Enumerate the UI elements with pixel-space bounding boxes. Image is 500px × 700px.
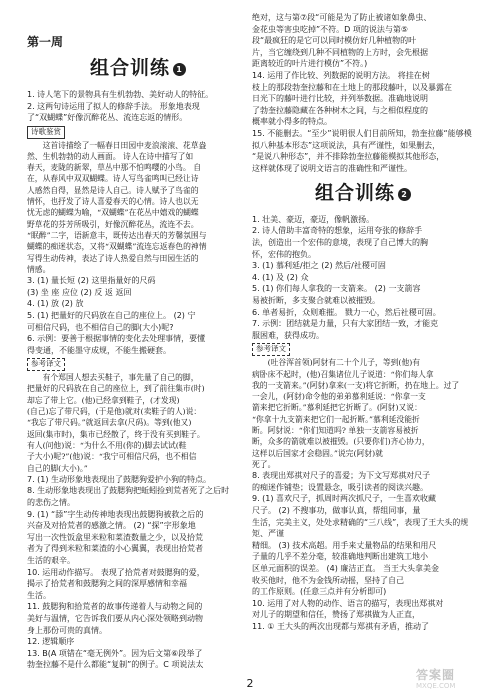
answer-line: 生活的艰辛。 xyxy=(27,556,75,566)
section-tag: 诗歌鉴赏 xyxy=(27,126,65,139)
answer-line: 美好与温情，它告诉我们要从内心深处领略到动物 xyxy=(27,613,203,623)
answer-line: 了“双蝴蝶”好像沉醉花丛、流连忘返的情形。 xyxy=(27,113,188,123)
poem-analysis-line: 然、生机勃勃的动人画面。 诗人在诗中描写了如 xyxy=(27,151,194,161)
answer-line: 2. 诗人借助丰富奇特的想象，运用夸张的修辞手 xyxy=(252,226,423,236)
answer-line: 生活，完美主义，处处求精确的“三八线”，表现了王大头的规矩、严谨 xyxy=(252,517,469,539)
answer-line: 7. (1) 生动形象地表现出了鼓腮狗爱护小狗的特点。 xyxy=(27,474,212,484)
answer-line: 尺子。 (2) 不搜事功，做事认真，帮组同事，量 xyxy=(252,506,421,516)
answer-line: 日光下的藤叶进行比较，并列举数据。准确地说明 xyxy=(252,94,428,104)
translation-line: 病卧床不起时，(他)召集诸位儿子说道：“你们每人拿 xyxy=(252,369,434,379)
answer-line: 10. 运用了对人物的动作、语言的描写，表现出郑祺对 xyxy=(252,598,444,608)
answer-line: 9. (1) “舔”字生动传神地表现出鼓腮狗被救之后的 xyxy=(27,509,204,519)
watermark-logo xyxy=(416,668,494,696)
left-column xyxy=(27,12,249,671)
answer-line: 枝上的那段勃奎拉藤和在土地上的那段藤叶，以及暴露在 xyxy=(252,82,452,92)
poem-analysis-line: 蝴蝶的痴迷状态，又将“双蝴蝶”流连忘返春色的神情 xyxy=(27,242,207,252)
answer-line: 4. (1) 及 (2) 众 xyxy=(252,272,309,282)
translation-line: 子大小)呢?”(他)说：“我宁可相信尺码，也不相信 xyxy=(27,452,197,462)
section-title-1 xyxy=(27,55,249,83)
page-number: 2 xyxy=(246,677,254,690)
answer-line: 的悲伤之情。 xyxy=(27,498,75,508)
answer-line: 9. (1) 喜欢尺子，抓周时两次抓尺子，一生喜欢收藏 xyxy=(252,494,437,504)
section-number-badge: 1 xyxy=(173,63,186,76)
answer-line: 服困难，获得成功。 xyxy=(252,330,324,340)
translation-line: 断，众多的箭就难以被摧毁。(只要你们)齐心协力， xyxy=(252,437,430,447)
answer-line: 子量的几乎不差分毫，较准确地判断出建筑工地小 xyxy=(252,552,428,562)
section-title-text: 组合训练 xyxy=(314,182,395,205)
watermark-brand: 答案圈 xyxy=(416,668,456,682)
answer-line: 14. 运用了作比较、列数据的说明方法。 将挂在树 xyxy=(252,70,430,80)
translation-line: 却忘了带上它。(他)已经拿到鞋子，(才发现) xyxy=(27,395,180,405)
answer-line: 8. 生动形象地表现出了鼓腮狗把蚯蚓捡到荒者死了之后时 xyxy=(27,486,230,496)
poem-analysis-line: 人感然自得，显然是诗人自己。诗人赋予了鸟雀的 xyxy=(27,185,199,195)
answer-line: 6. 单者易折，众则难摧。 戮力一心，然后社稷可固。 xyxy=(252,307,441,317)
answer-line: 15. 不能删去。“至少”说明很人们目前所知，勃奎拉藤“能够模 xyxy=(252,128,472,138)
answer-line: 1. 壮美、豪迈，豪迈，像帆激扬。 xyxy=(252,214,375,224)
answer-line: 了勃奎拉藤隐藏在各种树木之间，与之相似程度的 xyxy=(252,105,428,115)
week-title: 第一周 xyxy=(27,35,64,49)
translation-line: 我的一支箭来。”(阿豺)拿来(一支)将它折断，扔在地上。过了 xyxy=(252,380,460,390)
answer-line: 2. 这两句诗运用了拟人的修辞手法。 形象地表现 xyxy=(27,101,200,111)
translation-line: 死了。 xyxy=(252,459,276,469)
right-column-body-bottom xyxy=(252,214,474,633)
answer-line: 13. B(A 项错在“毫无例外”。因为后文第⑥段举了 xyxy=(27,648,203,658)
answer-line: 1. 诗人笔下的景物具有生机勃勃、美好动人的特征。 xyxy=(27,89,214,99)
answer-line: 法，创造出一个宏伟的意境，表现了自己博大的胸 xyxy=(252,238,428,248)
poem-analysis-line: 忧无虑的蝴蝶为喻，“双蝴蝶”在花丛中嬉戏的蝴蝶 xyxy=(27,208,199,218)
answer-line: 片，当它缠绕到几种不同植物的上方时，会先根据 xyxy=(252,47,428,57)
right-column-body-top xyxy=(252,12,474,174)
answer-line: 11. ① 王大头的两次出现都与郑祺有矛盾，推动了 xyxy=(252,621,429,631)
answer-line: 拟八种基本形态”这项说法，具有严谨性，如果删去， xyxy=(252,140,441,150)
poem-analysis-line: 写得生动传神，表达了诗人热爱自然与田园生活的 xyxy=(27,253,199,263)
section-number-badge: 2 xyxy=(398,188,411,201)
answer-line: 5. (1) 把量好的尺码放在自己的座位上。 (2) 宁 xyxy=(27,310,196,320)
translation-line: 箭来把它折断。”慕利延把它折断了。(阿豺)又说： xyxy=(252,403,422,413)
answer-line: 者为了得到米粒和菜渣的小心翼翼，表现出拾荒者 xyxy=(27,544,203,554)
answer-line: (3) 坐 座 应位 (2) 反 返 返回 xyxy=(27,287,132,297)
poem-analysis-line: 野草花的芬芳所吸引，好像沉醉花丛，流连不去。 xyxy=(27,219,199,229)
translation-line: (自己)忘了带尺码，(于是他)就对(卖鞋子的人)说： xyxy=(27,407,202,417)
answer-line: 这样就体现了说明文语言的准确性和严谨性。 xyxy=(252,163,412,173)
answer-line: 距离较近的叶片进行模仿”不符。) xyxy=(252,59,368,69)
section-title-2 xyxy=(252,180,474,208)
translation-line: 有人(问他)说：“为什么不用(你的)脚去试试(鞋 xyxy=(27,440,187,450)
poem-analysis-line: “眠醉”二字，语新意丰，既传达出春天的芳馨氛围与 xyxy=(27,230,207,240)
answer-line: 段“最疯狂的是它可以同时模仿好几种植物的叶 xyxy=(252,36,417,46)
translation-line: “我忘了带尺码。”就返回去拿(尺码)。等到(他又) xyxy=(27,418,192,428)
answer-line: 身上那份可贵的真情。 xyxy=(27,625,107,635)
answer-line: 写出一次性饭盒里米粒和菜渣数量之少，以及拾荒 xyxy=(27,532,203,542)
section-title-text: 组合训练 xyxy=(89,57,170,80)
answer-line: 区单元面积的误差。 (4) 廉洁正直。 当王大头拿美金 xyxy=(252,563,439,573)
answer-line: 揭示了拾荒者和鼓腮狗之间的深厚感情和幸福 xyxy=(27,579,187,589)
answer-line: 3. (1) 慕利延/拒之 (2) 然后/社稷可固 xyxy=(252,261,386,271)
right-column xyxy=(252,12,474,633)
answer-line: 5. (1) 你们每人拿我的一支箭来。 (2) 一支箭容 xyxy=(252,284,421,294)
poem-analysis-line: 情怀，也抒发了诗人喜爱春天的心情。诗人也以无 xyxy=(27,197,199,207)
translation-line: 有个郑国人想去买鞋子，事先量了自己的脚， xyxy=(42,373,199,383)
translation-line: 把量好的尺码放在自己的座位上，到了前往集市(时) xyxy=(27,384,205,394)
left-column-body xyxy=(27,89,249,671)
answer-line: 的痴迷作铺垫；设置悬念，吸引读者的阅读兴趣。 xyxy=(252,482,428,492)
answer-line: 勃奎拉藤不是什么都能“复制”的例子。C 项说法太 xyxy=(27,660,204,670)
answer-line: 精细。 (3) 技术高超。用手来丈量物品的结果和用尺 xyxy=(252,540,437,550)
poem-analysis-line: 这首诗描绘了一幅春日田园中麦浪滚滚、花草盎 xyxy=(42,140,207,150)
answer-line: 3. (1) 量长短 (2) 这里指量好的尺码 xyxy=(27,276,156,286)
answer-line: 金花虫等害虫吃掉”不符。D 项的说法与第⑤ xyxy=(252,24,409,34)
answer-line: 绝对，这与第⑦段“可能是为了防止被诸如象鼻虫、 xyxy=(252,13,432,22)
translation-line: 自己的脚(大小)。” xyxy=(27,463,88,473)
answer-line: 收买他时，他不为金钱所动摇，坚持了自己 xyxy=(252,575,404,585)
answer-line: 6. 示例：要善于根据事情的变化去处理事情，要懂 xyxy=(27,334,206,344)
answer-line: 概率就小得多的特点。 xyxy=(252,117,332,127)
answer-line: 的工作原则。(任意三点并有分析即可) xyxy=(252,587,387,597)
answer-line: 对儿子的期望和信任，赞扬了郑祺做为人正直， xyxy=(252,610,420,620)
answer-line: 11. 鼓腮狗和拾荒者的故事传递着人与动物之间的 xyxy=(27,602,203,612)
answer-line: 得变通，不能墨守成规，不能生搬硬套。 xyxy=(27,345,171,355)
watermark-site: MXQE.COM xyxy=(416,682,456,690)
translation-line: 断。阿豺说：“你们知道吗? 单独一支箭容易被折 xyxy=(252,426,419,436)
section-tag: 参考译文 xyxy=(252,343,290,356)
answer-line: 12. 逻辑顺序 xyxy=(27,637,75,647)
translation-line: 一会儿，(阿豺)命令他的弟弟慕利延说：“你拿一支 xyxy=(252,392,426,402)
section-tag: 参考译文 xyxy=(27,358,65,371)
translation-line: 这样以后国家才会稳固。”说完(阿豺)就 xyxy=(252,448,383,458)
answer-line: 易被折断，多支聚合就难以被摧毁。 xyxy=(252,296,380,306)
answer-line: 7. 示例：团结就是力量，只有大家团结一致，才能克 xyxy=(252,319,439,329)
answer-line: 兴奋及对拾荒者的感激之情。 (2) “探”字形象地 xyxy=(27,521,196,531)
answer-line: 4. (1) 放 (2) 放 xyxy=(27,299,84,309)
translation-line: “你拿十九支箭来把它们一起折断。”慕利延没能折 xyxy=(252,414,420,424)
answer-line: “是说八种形态”，并不排除勃奎拉藤能模拟其他形态， xyxy=(252,152,445,162)
poem-analysis-line: 春天，麦陇的新翠，草丛中那不怕鸣嘤的小鸟。 自 xyxy=(27,163,202,173)
answer-line: 10. 运用动作描写。 表现了拾荒者对鼓腮狗的爱， xyxy=(27,567,205,577)
answer-line: 怀，宏伟的抱负。 xyxy=(252,249,316,259)
answer-line: 8. 表现出郑祺对尺子的喜爱；为下文写郑祺对尺子 xyxy=(252,471,431,481)
answer-line: 生活。 xyxy=(27,590,51,600)
poem-analysis-line: 在，从春风中双双蝴蝶。诗人写鸟雀鸣叫已经让诗 xyxy=(27,174,199,184)
poem-analysis-line: 情感。 xyxy=(27,264,51,274)
translation-line: 返回(集市时)，集市已经散了，终于没有买到鞋子。 xyxy=(27,429,205,439)
answer-line: 可相信尺码，也不相信自己的脚(大小)呢? xyxy=(27,322,174,332)
translation-line: (吐谷浑首领)阿豺有二十个儿子，等到(他)有 xyxy=(267,358,421,368)
